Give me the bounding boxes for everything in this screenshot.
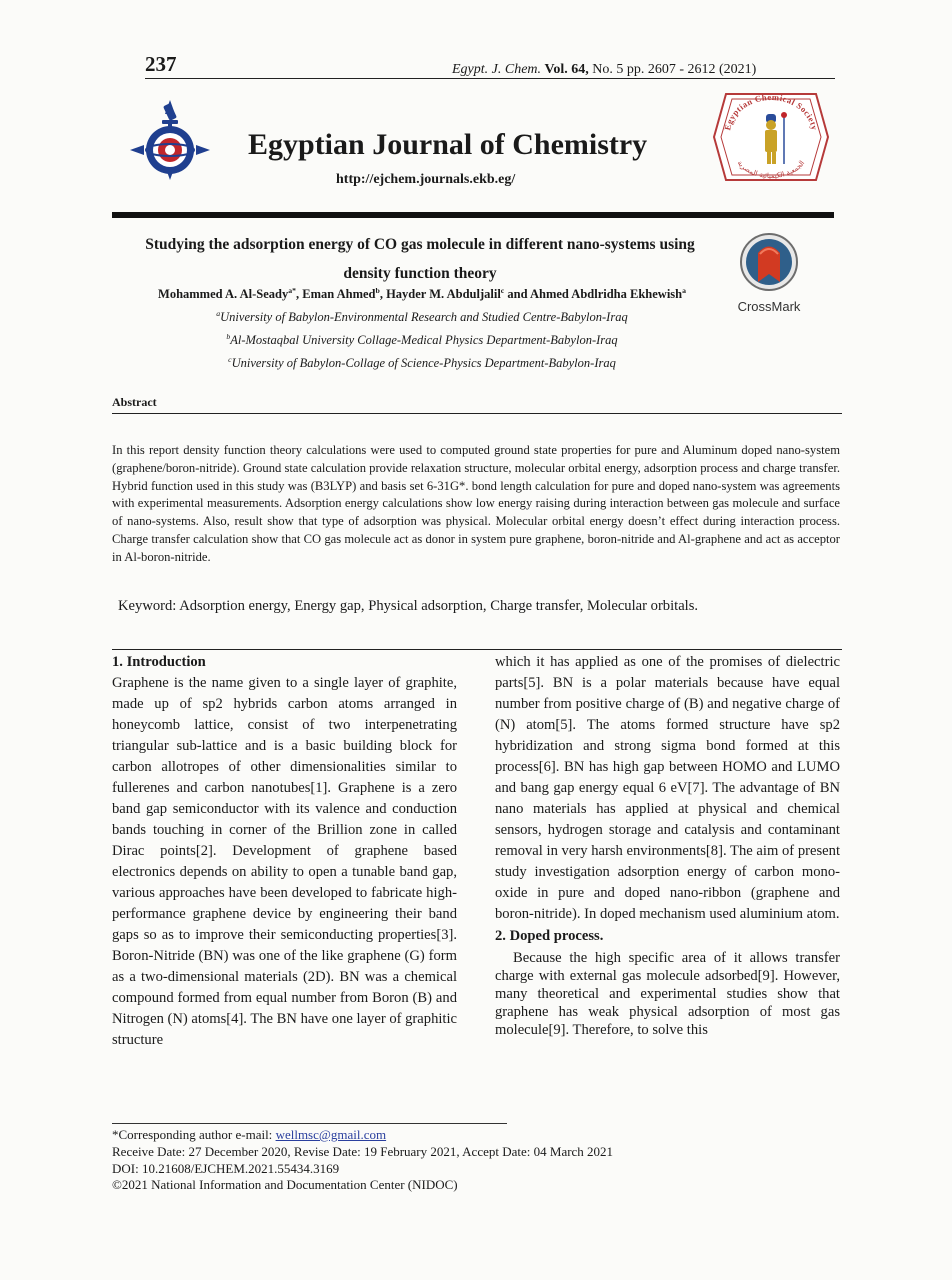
affiliation — [112, 310, 732, 325]
journal-title: Egyptian Journal of Chemistry — [248, 128, 648, 161]
doi[interactable]: DOI: 10.21608/EJCHEM.2021.55434.3169 — [112, 1160, 340, 1176]
society-logo-icon — [712, 92, 830, 182]
section-heading-introduction: 1. Introduction — [112, 654, 206, 670]
abstract-heading: Abstract — [112, 395, 157, 409]
affiliation-text: Al-Mostaqbal University Collage-Medical Physics Department-Babylon-Iraq — [230, 333, 618, 347]
journal-emblem-icon — [128, 98, 212, 182]
author-affiliation-mark: a — [682, 285, 686, 295]
author-separator: , — [295, 287, 303, 301]
abstract-rule — [112, 413, 842, 414]
footnote — [112, 1127, 613, 1194]
affiliation-text: University of Babylon-Environmental Research and Studied Centre-Babylon-Iraq — [220, 310, 628, 324]
body-column-left — [112, 652, 457, 1051]
author-separator: , — [379, 287, 387, 301]
author-name: Mohammed A. Al-Seady — [158, 287, 289, 301]
crossmark-icon — [739, 232, 799, 292]
journal-reference — [452, 62, 756, 78]
affiliation-mark: a — [216, 308, 221, 318]
section-heading-doped-process: 2. Doped process. — [495, 928, 604, 944]
author-name: Ahmed Abdlridha Ekhewish — [529, 287, 683, 301]
journal-volume: Vol. 64, — [544, 62, 589, 77]
header-rule — [145, 78, 835, 79]
affiliation — [112, 356, 732, 371]
journal-issue: No. 5 pp. 2607 - 2612 (2021) — [592, 62, 757, 77]
author-list — [112, 287, 732, 302]
affiliation — [112, 333, 732, 348]
paper-title-line-2: density function theory — [343, 265, 497, 282]
author-name: Eman Ahmed — [302, 287, 376, 301]
affiliation-text: University of Babylon-Collage of Science-Physics Department-Babylon-Iraq — [231, 356, 616, 370]
journal-abbrev: Egypt. J. Chem. — [452, 62, 542, 77]
author-affiliation-mark: a* — [288, 285, 296, 295]
author-name: Hayder M. Abduljalil — [386, 287, 501, 301]
author-separator: and — [504, 287, 530, 301]
header-thick-rule — [112, 212, 834, 218]
crossmark-badge[interactable] — [734, 232, 804, 314]
copyright: ©2021 National Information and Documentation Center (NIDOC) — [112, 1177, 458, 1193]
affiliation-mark: b — [226, 331, 231, 341]
introduction-paragraph-continued: which it has applied as one of the promises of dielectric parts[5]. BN is a polar materials because have equal number from positive charge of (B) and negative charge of (N) atom[5]. The atoms formed structure have sp2 hybridization and strong sigma bond formed at this process[6]. BN has high gap between HOMO and LUMO and bang gap energy equal 6 eV[7]. The advantage of BN nano materials has applied at physical and chemical sensors, hydrogen storage and catalysis and contaminant removal in very harsh environments[8]. The aim of present study investigation adsorption energy of carbon mono-oxide in pure and doped nano-ribbon (graphene and boron-nitride). In doped mechanism used aluminium atom. — [495, 654, 840, 922]
keywords: Keyword: Adsorption energy, Energy gap, Physical adsorption, Charge transfer, Molecular orbitals. — [118, 598, 699, 614]
body-rule — [112, 649, 842, 650]
body-column-right — [495, 652, 840, 1039]
email-label: *Corresponding author e-mail: — [112, 1127, 276, 1142]
submission-dates: Receive Date: 27 December 2020, Revise Date: 19 February 2021, Accept Date: 04 March 2021 — [112, 1143, 614, 1159]
email-link[interactable]: wellmsc@gmail.com — [275, 1127, 387, 1142]
journal-url[interactable]: http://ejchem.journals.ekb.eg/ — [336, 172, 516, 187]
author-affiliation-mark: b — [375, 285, 380, 295]
affiliation-mark: c — [228, 354, 232, 364]
introduction-paragraph: Graphene is the name given to a single layer of graphite, made up of sp2 hybrids carbon atoms arranged in honeycomb lattice, consist of two interpenetrating triangular sub-lattice and is a basic building block for carbon allotropes of other dimensionalities similar to fullerenes and carbon nanotubes[1]. Graphene is a zero band gap semiconductor with its valence and conduction bands touching in corner of the Brillion zone in called Dirac points[2]. Development of graphene based electronics depends on ability to open a tunable band gap, various approaches have been developed to fabricate high-performance graphene device by engineering their band gaps so as to improve their semiconducting properties[3]. Boron-Nitride (BN) was one of the like graphene (G) form as a two-dimensional materials (2D). BN was a chemical compound formed from equal number from Boron (B) and Nitrogen (N) atoms[4]. The BN have one layer of graphitic structure — [112, 675, 458, 1048]
abstract-text: In this report density function theory calculations were used to computed ground state properties for pure and Aluminum doped nano-system (graphene/boron-nitride). Ground state calculation provide relaxation structure, molecular orbital energy, adsorption process and charge transfer. Hybrid function used in this study was (B3LYP) and basis set 6-31G*. bond length calculation for pure and doped nano-system was agreements with experimental measurements. Adsorption energy calculations show low energy raising during interaction between gas molecule and surface of nano-systems. Also, result show that type of adsorption was physical. Molecular orbital energy doesn’t effect during interaction process. Charge transfer calculation show that CO gas molecule act as donor in system pure graphene, boron-nitride and Al-graphene and act as acceptor in Al-boron-nitride. — [112, 443, 840, 564]
page-number: 237 — [145, 52, 177, 76]
corresponding-author — [112, 1127, 613, 1144]
paper-title — [120, 230, 720, 288]
crossmark-label: CrossMark — [737, 299, 801, 314]
society-figure — [765, 112, 787, 164]
paper-title-line-1: Studying the adsorption energy of CO gas molecule in different nano-systems using — [145, 236, 695, 253]
footnote-rule — [112, 1123, 507, 1124]
doped-process-paragraph: Because the high specific area of it allows transfer charge with external gas molecule adsorbed[9]. However, many theoretical and experimental studies show that graphene has weak physical adsorption of most gas molecule[9]. Therefore, to solve this — [495, 950, 840, 1038]
society-logo-text: Egyptian Chemical Society — [722, 92, 820, 132]
author-affiliation-mark: c — [500, 285, 505, 295]
society-logo-arabic: الجمعية الكيميائية المصرية — [735, 159, 807, 181]
